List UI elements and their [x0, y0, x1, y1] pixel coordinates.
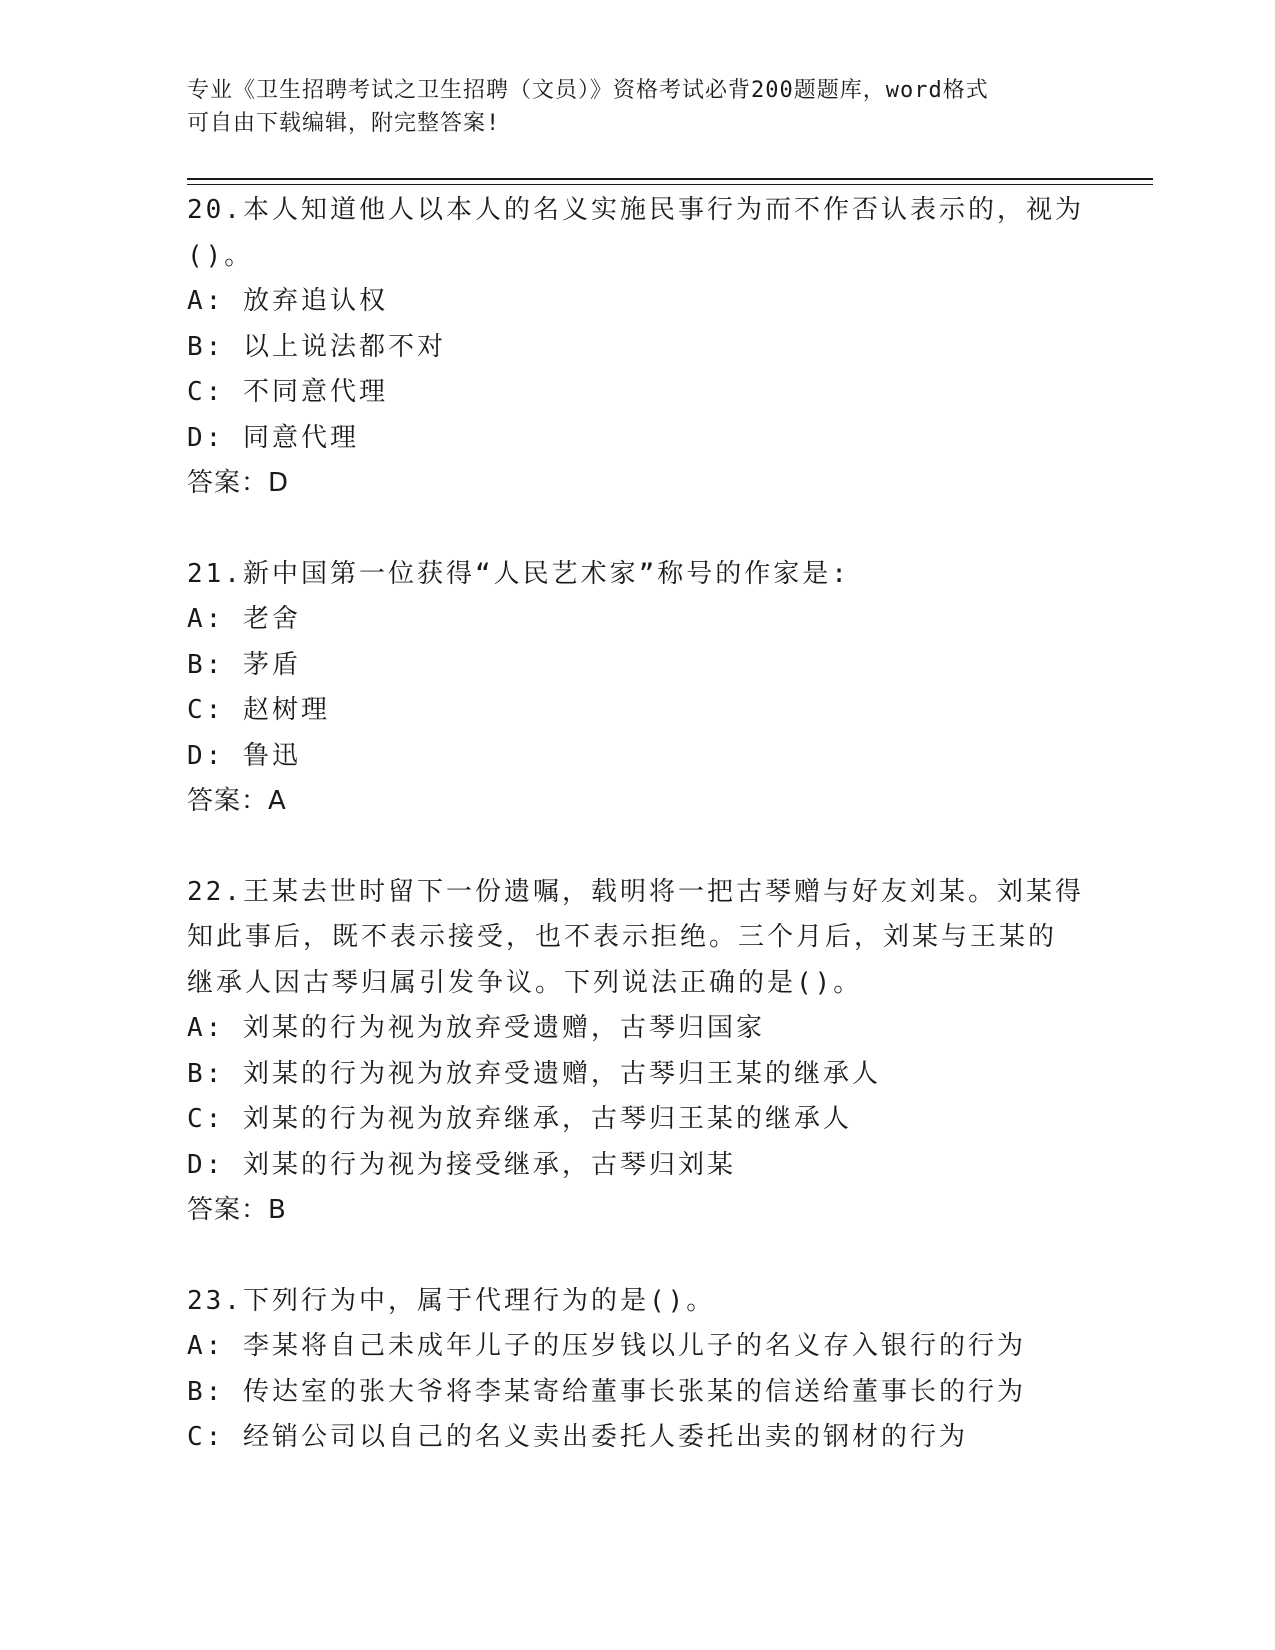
option-d: D: 刘某的行为视为接受继承，古琴归刘某: [187, 1149, 736, 1180]
header-line-1: 专业《卫生招聘考试之卫生招聘（文员）》资格考试必背200题题库，word格式: [187, 78, 989, 103]
question-spacer: [187, 1234, 1087, 1279]
option-c: C: 经销公司以自己的名义卖出委托人委托出卖的钢材的行为: [187, 1422, 968, 1452]
option-b: B: 茅盾: [187, 649, 301, 680]
question-spacer: [187, 825, 1087, 870]
header-line-2: 可自由下载编辑，附完整答案!: [187, 111, 501, 136]
option-d: D: 鲁迅: [187, 740, 301, 771]
option-b: B: 刘某的行为视为放弃受遗赠，古琴归王某的继承人: [187, 1058, 881, 1089]
header-rule-thick: [187, 178, 1153, 180]
question-22: [187, 870, 1087, 1234]
question-stem-line: ()。: [187, 240, 254, 271]
answer-line: 答案：B: [187, 1195, 287, 1225]
question-21: [187, 552, 1087, 825]
question-stem-line: 22.王某去世时留下一份遗嘱，载明将一把古琴赠与好友刘某。刘某得: [187, 876, 1084, 907]
answer-line: 答案：D: [187, 468, 290, 498]
answer-line: 答案：A: [187, 786, 287, 816]
option-c: C: 不同意代理: [187, 377, 388, 407]
question-list: [187, 188, 1087, 1461]
option-b: B: 以上说法都不对: [187, 331, 446, 362]
option-a: A: 老舍: [187, 604, 301, 634]
option-d: D: 同意代理: [187, 422, 359, 453]
option-a: A: 李某将自己未成年儿子的压岁钱以儿子的名义存入银行的行为: [187, 1331, 1026, 1361]
question-stem-line: 23.下列行为中，属于代理行为的是()。: [187, 1285, 716, 1316]
option-c: C: 刘某的行为视为放弃继承，古琴归王某的继承人: [187, 1104, 852, 1134]
question-stem-line: 继承人因古琴归属引发争议。下列说法正确的是()。: [187, 967, 863, 998]
document-header: [187, 74, 1067, 140]
question-23: [187, 1279, 1087, 1461]
header-rule-thin: [187, 184, 1153, 185]
question-stem-line: 20.本人知道他人以本人的名义实施民事行为而不作否认表示的，视为: [187, 195, 1084, 225]
option-c: C: 赵树理: [187, 695, 330, 725]
option-a: A: 刘某的行为视为放弃受遗赠，古琴归国家: [187, 1013, 765, 1043]
option-a: A: 放弃追认权: [187, 286, 388, 316]
question-stem-line: 21.新中国第一位获得“人民艺术家”称号的作家是:: [187, 558, 850, 589]
question-20: [187, 188, 1087, 507]
question-spacer: [187, 507, 1087, 552]
question-stem-line: 知此事后，既不表示接受，也不表示拒绝。三个月后，刘某与王某的: [187, 922, 1058, 952]
option-b: B: 传达室的张大爷将李某寄给董事长张某的信送给董事长的行为: [187, 1376, 1026, 1407]
